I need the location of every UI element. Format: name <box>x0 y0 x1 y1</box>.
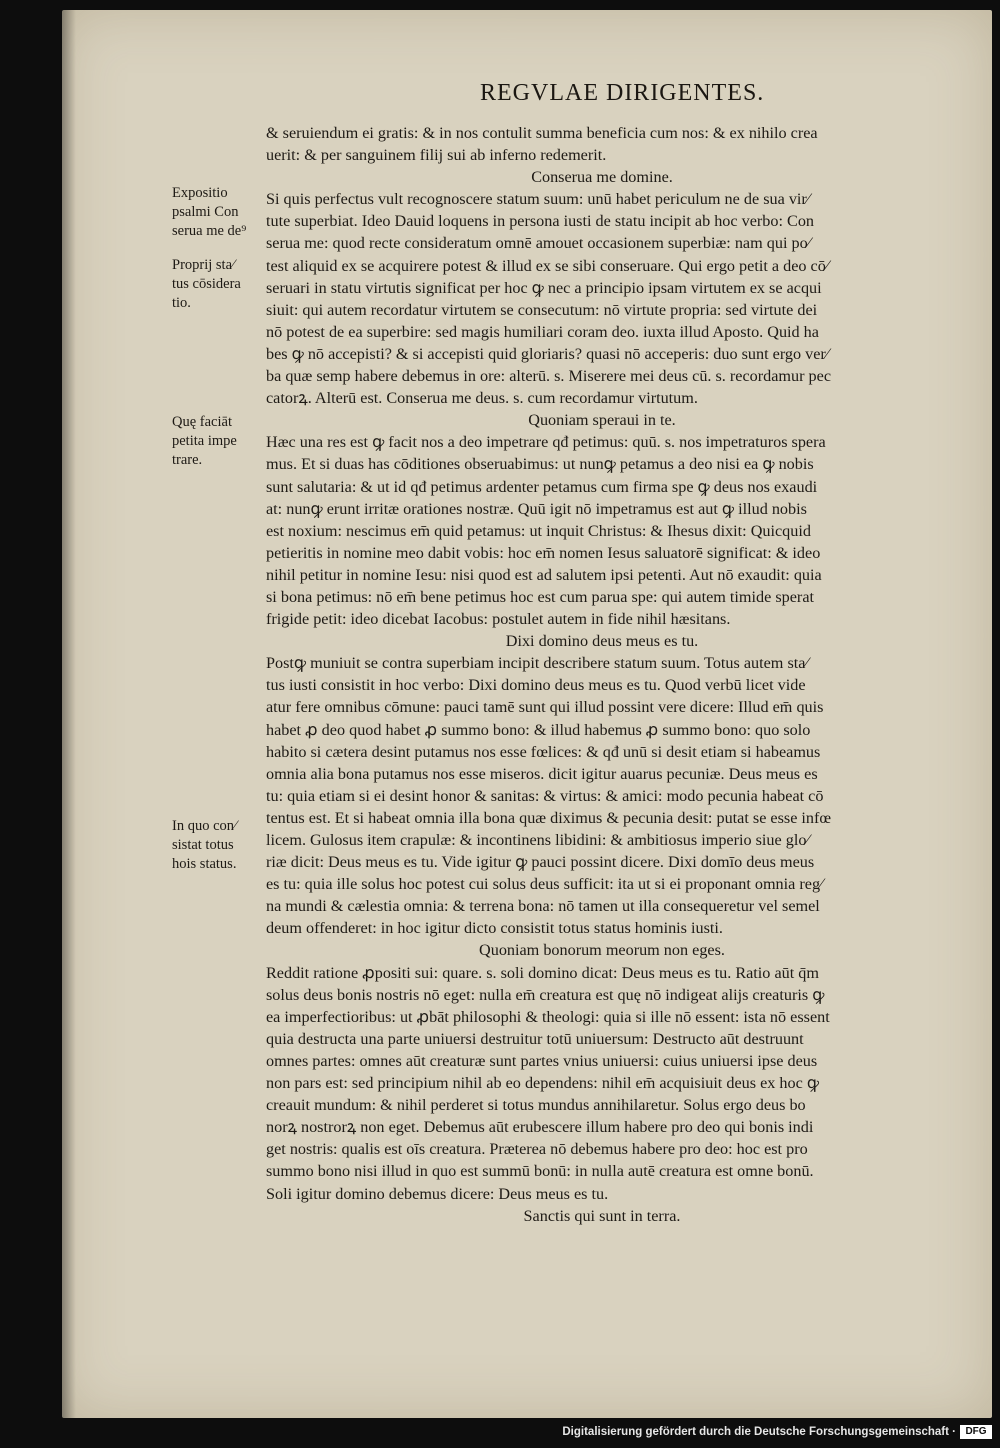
margin-note-line: Quę faciāt <box>172 414 232 430</box>
text-line: siuit: qui autem recordatur virtutem se consecutum: nō virtute propria: sed virtute dei <box>266 300 818 319</box>
text-line: est noxium: nescimus em̄ quid petamus: ut inquit Christus: & Ihesus dixit: Quicquid <box>266 521 811 540</box>
text-line: Postꝙ muniuit se contra superbiam incipit describere statum suum. Totus autem sta⁄ <box>266 654 809 673</box>
margin-note-line: hois status. <box>172 856 237 872</box>
text-line: tute superbiat. Ideo Dauid loquens in persona iusti de statu incipit ab hoc verbo: Con <box>266 212 815 231</box>
text-line: bes ꝙ nō accepisti? & si accepisti quid gloriaris? quasi nō acceperis: duo sunt ergo ver⁄ <box>266 344 829 363</box>
text-line: & seruiendum ei gratis: & in nos contulit summa beneficia cum nos: & ex nihilo crea <box>266 124 818 142</box>
text-line: sunt salutaria: & ut id qđ petimus ardenter petamus cum firma spe ꝙ deus nos exaudi <box>266 477 818 496</box>
margin-note-line: petita impe <box>172 433 237 449</box>
section-heading: Conserua me domine. <box>531 168 673 187</box>
margin-note-line: trare. <box>172 452 203 468</box>
text-line: tu: quia etiam si ei desint honor & sanitas: & virtus: & amici: modo pecunia habeat cō <box>266 786 824 805</box>
section-heading: Sanctis qui sunt in terra. <box>523 1206 681 1225</box>
margin-note-in-quo <box>172 817 268 874</box>
text-line: licem. Gulosus item crapulæ: & incontinens libidini: & ambitiosus imperio siue glo⁄ <box>266 831 810 849</box>
section-heading: Dixi domino deus meus es tu. <box>505 632 699 651</box>
text-line: Si quis perfectus vult recognoscere statum suum: unū habet periculum ne de sua vir⁄ <box>266 190 810 209</box>
text-line: ba quæ semp habere debemus in ore: alterū. s. Miserere mei deus cū. s. recordamur pec <box>266 367 832 386</box>
page-gutter-shadow <box>62 10 76 1418</box>
text-line: nihil petitur in nomine Iesu: nisi quod est ad salutem ipsi petenti. Aut nō exaudit: quia <box>266 565 822 584</box>
section-heading: Quoniam bonorum meorum non eges. <box>479 941 725 960</box>
footer-credit: Digitalisierung gefördert durch die Deutsche Forschungsgemeinschaft · <box>562 1426 956 1438</box>
margin-note-line: tio. <box>172 295 191 311</box>
text-line: habito si cætera desint putamus nos esse fœlices: & qđ unū si desit etiam si habeamus <box>266 742 821 761</box>
text-line: test aliquid ex se acquirere potest & illud ex se sibi conseruare. Qui ergo petit a deo cō⁄ <box>266 256 829 275</box>
text-line: Reddit ratione ꝓpositi sui: quare. s. soli domino dicat: Deus meus es tu. Ratio aūt q̄m <box>266 963 819 982</box>
text-line: es tu: quia ille solus hoc potest cui solus deus sufficit: ita ut si ei proponant omnia reg⁄ <box>266 875 823 894</box>
text-line: solus deus bonis nostris nō eget: nulla em̄ creatura est quę nō indigeat alijs creaturis ꝙ <box>266 985 825 1004</box>
margin-note-expositio <box>172 184 268 241</box>
text-line: omnes partes: omnes aūt creaturæ sunt partes vnius uniuersi: cuius uniuersi ipse deus <box>266 1051 818 1070</box>
margin-note-line: In quo con⁄ <box>172 818 237 834</box>
dfg-logo: DFG <box>960 1425 992 1439</box>
text-line: uerit: & per sanguinem filij sui ab inferno redemerit. <box>266 146 607 165</box>
margin-note-proprij <box>172 256 268 313</box>
text-line: deum offenderet: in hoc igitur dicto consistit totus status hominis iusti. <box>266 919 723 938</box>
margin-note-line: Proprij sta⁄ <box>172 257 235 273</box>
text-line: ea imperfectioribus: ut ꝓbāt philosophi & theologi: quia si ille nō essent: ista nō essent <box>266 1007 830 1026</box>
text-line: si bona petimus: nō em̄ bene petimus hoc est cum parua spe: qui autem timide sperat <box>266 587 814 606</box>
text-line: seruari in statu virtutis significat per hoc ꝙ nec a principio ipsam virtutem ex se acqui <box>266 278 822 297</box>
running-head: REGVLAE DIRIGENTES. <box>480 80 765 106</box>
text-line: tus iusti consistit in hoc verbo: Dixi domino deus meus es tu. Quod verbū licet vide <box>266 676 806 695</box>
body-text <box>266 122 938 1227</box>
text-line: riæ dicit: Deus meus es tu. Vide igitur ꝙ pauci possint dicere. Dixi domīo deus meus <box>266 853 815 872</box>
text-line: creauit mundum: & nihil perderet si totus mundus annihilaretur. Solus ergo deus bo <box>266 1096 806 1115</box>
margin-note-que-faciat <box>172 413 268 470</box>
text-line: quia destructa una parte uniuersi destruitur totū uniuersum: Destructo aūt destruunt <box>266 1029 804 1048</box>
text-line: serua me: quod recte consideratum omnē amouet occasionem superbiæ: nam qui po⁄ <box>266 234 811 253</box>
section-heading: Quoniam speraui in te. <box>528 411 676 430</box>
text-line: at: nunꝙ erunt irritæ orationes nostræ. Quū igit nō impetramus est aut ꝙ illud nobis <box>266 499 807 518</box>
text-line: get nostris: qualis est oīs creatura. Præterea nō debemus habere pro deo: hoc est pro <box>266 1140 808 1159</box>
margin-note-line: Expositio <box>172 185 228 201</box>
text-line: summo bono nisi illud in quo est summū bonū: in nulla autē creatura est omne bonū. <box>266 1162 814 1181</box>
text-line: na mundi & cælestia omnia: & terrena bona: nō tamen ut illa consequeretur vel semel <box>266 897 820 916</box>
text-line: Hæc una res est ꝙ facit nos a deo impetrare qđ petimus: quū. s. nos impetraturos spera <box>266 433 826 452</box>
text-line: atur fere omnibus cōmune: pauci tamē sunt qui illud possint vere dicere: Illud em̄ quis <box>266 698 824 717</box>
text-line: habet ꝓ deo quod habet ꝓ summo bono: & illud habemus ꝓ summo bono: quo solo <box>266 720 811 739</box>
margin-note-line: psalmi Con <box>172 204 239 220</box>
text-line: non pars est: sed principium nihil ab eo dependens: nihil em̄ acquisiuit deus ex hoc ꝙ <box>266 1074 819 1093</box>
text-line: nō potest de ea superbire: sed magis humiliari coram deo. iuxta illud Aposto. Quid ha <box>266 322 819 341</box>
text-line: tentus est. Et si habeat omnia illa bona quæ diximus & pecunia desit: putat se esse infœ <box>266 808 832 827</box>
text-line: norꝝ nostrorꝝ non eget. Debemus aūt erubescere illum habere pro deo qui bonis indi <box>266 1118 814 1137</box>
margin-note-line: tus cōsidera <box>172 276 241 292</box>
text-line: frigide petit: ideo dicebat Iacobus: postulet autem in fide nihil hæsitans. <box>266 610 731 629</box>
margin-note-line: sistat totus <box>172 837 234 853</box>
text-line: mus. Et si duas has cōditiones obseruabimus: ut nunꝙ petamus a deo nisi ea ꝙ nobis <box>266 455 814 474</box>
text-line: catorꝝ. Alterū est. Conserua me deus. s. cum recordamur virtutum. <box>266 389 698 408</box>
text-line: omnia alia bona putamus nos esse miseros. dicit igitur auarus pecuniæ. Deus meus es <box>266 764 818 783</box>
margin-note-line: serua me de⁹ <box>172 223 247 239</box>
text-line: petieritis in nomine meo dabit vobis: hoc em̄ nomen Iesus saluatorē significat: & ideo <box>266 543 821 562</box>
text-line: Soli igitur domino debemus dicere: Deus meus es tu. <box>266 1184 609 1203</box>
